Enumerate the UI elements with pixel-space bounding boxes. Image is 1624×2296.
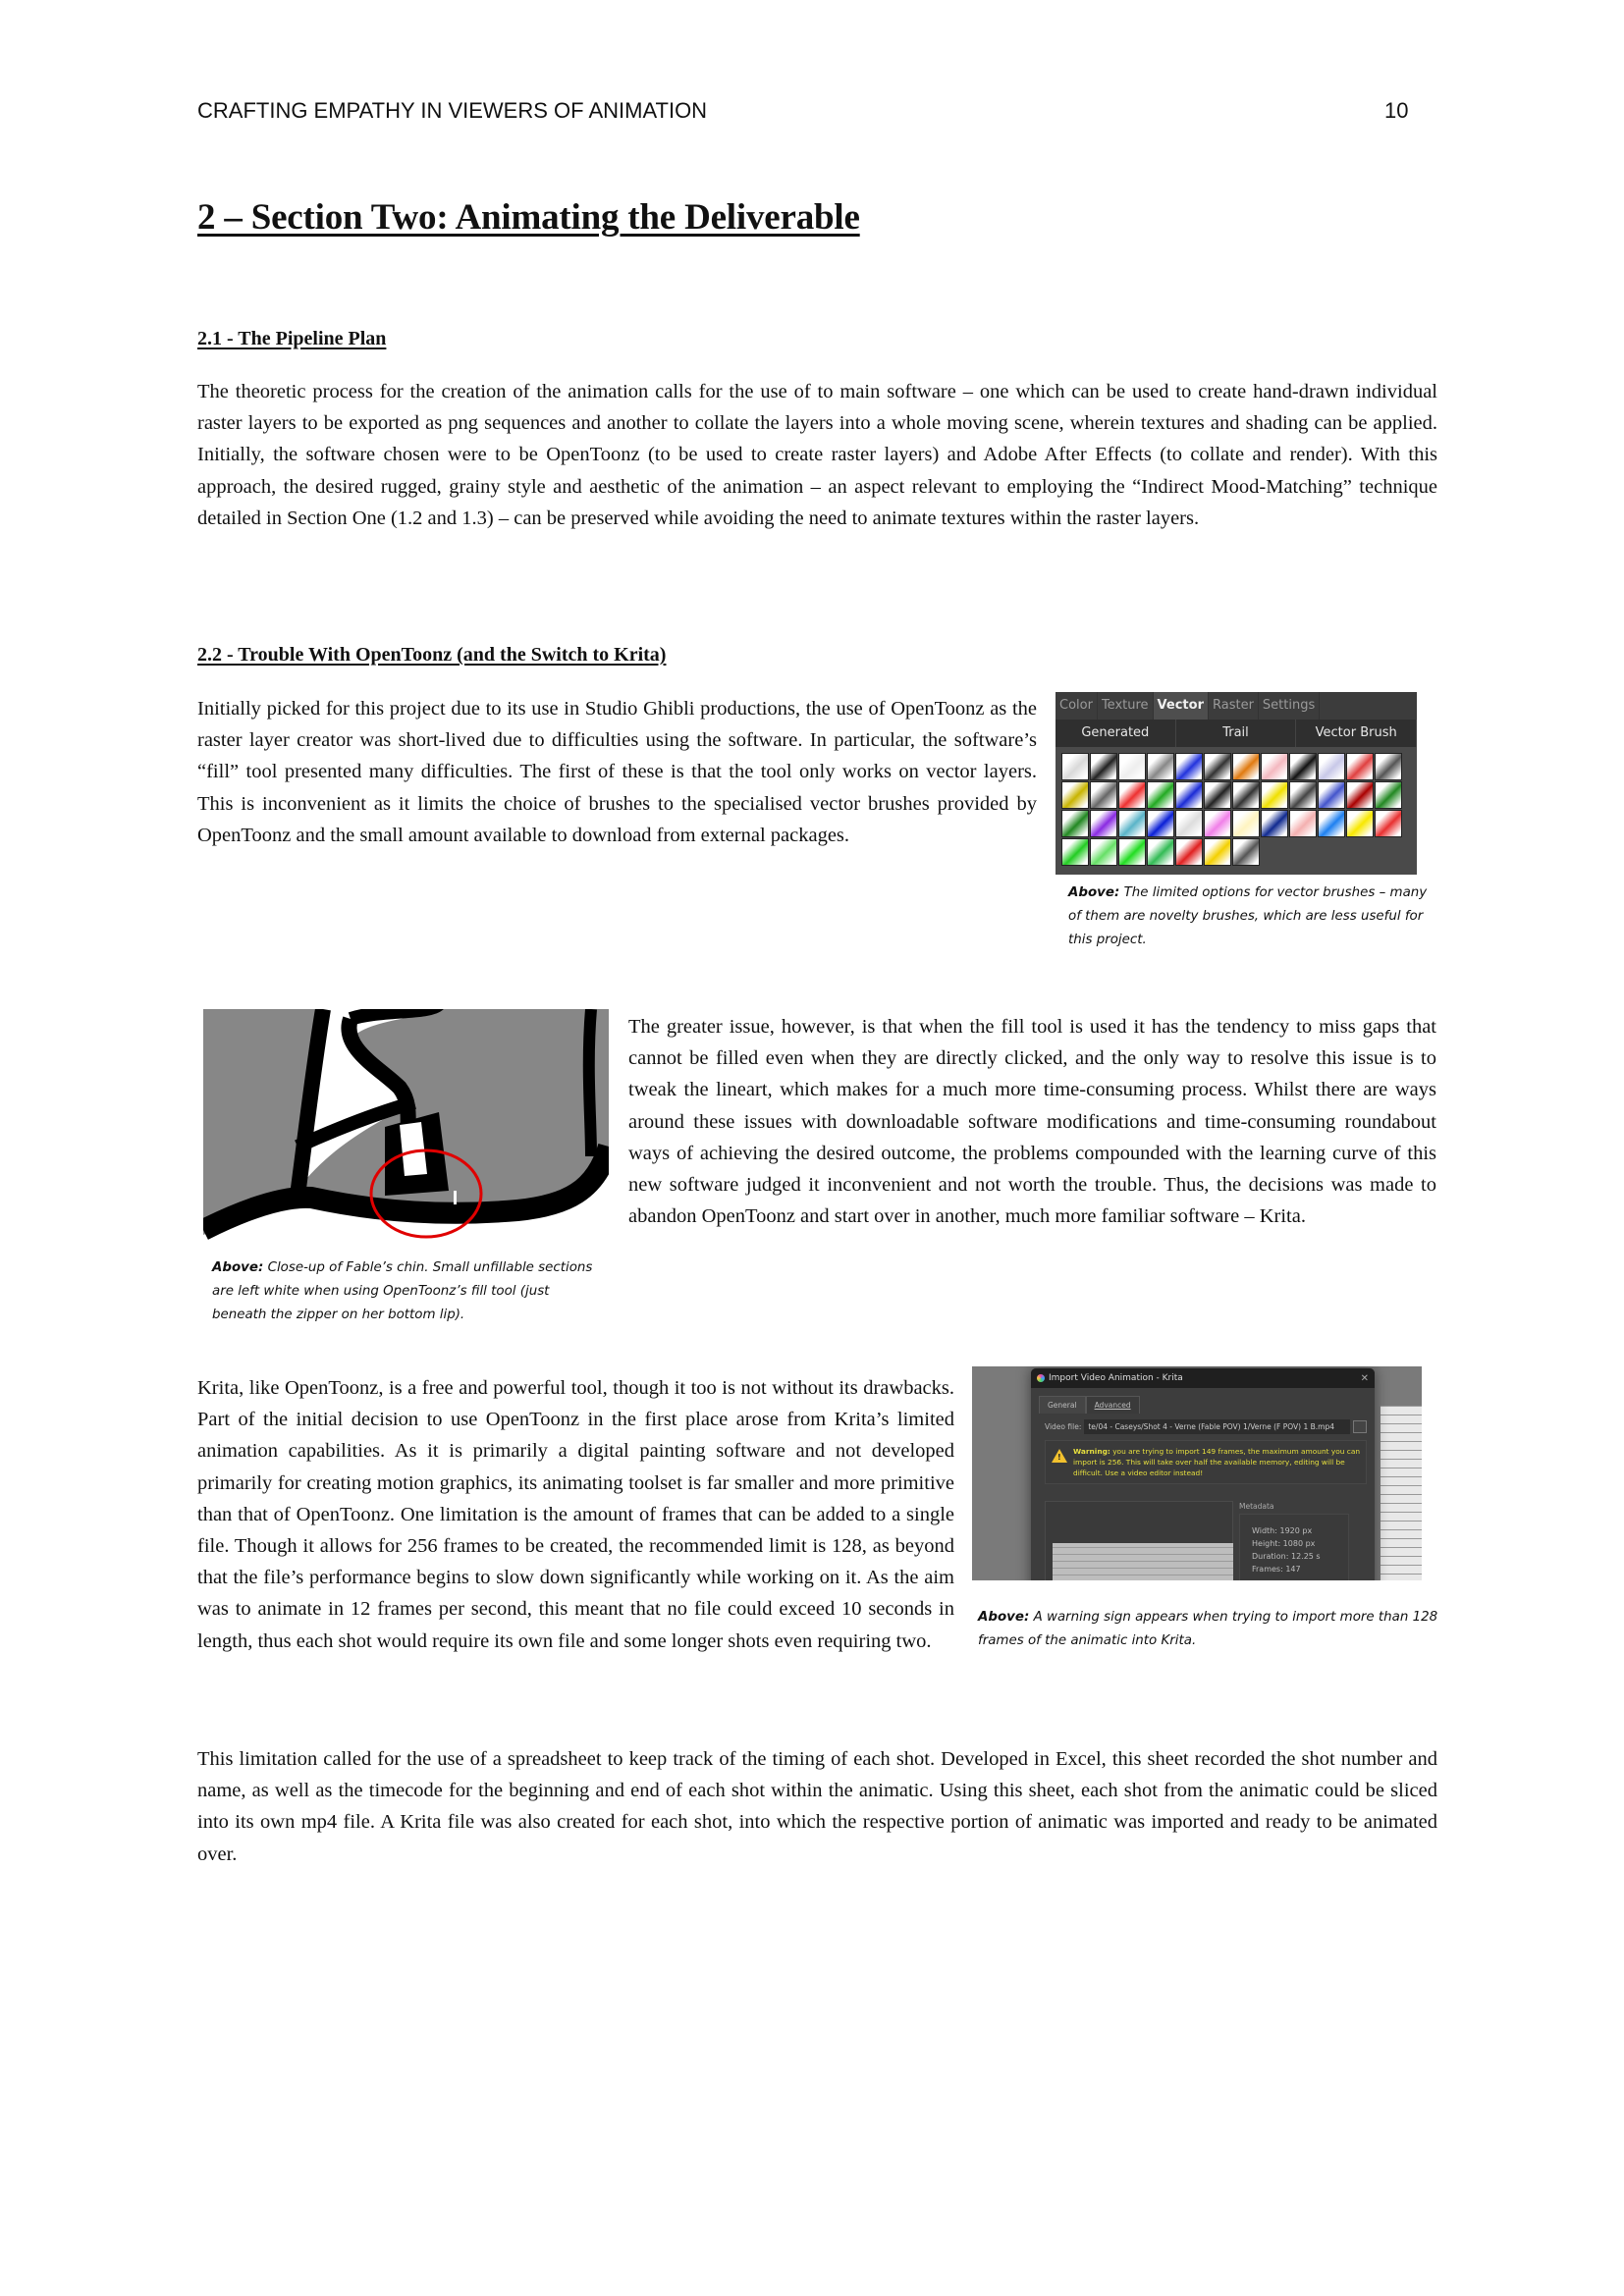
- dialog-title: Import Video Animation - Krita: [1049, 1373, 1183, 1383]
- dialog-titlebar: [1031, 1368, 1375, 1388]
- tab-vector: Vector: [1154, 692, 1209, 720]
- warning-text: you are trying to import 149 frames, the maximum amount you can import is 256. This will take over half the available memory, editing will be difficult. Use a video editor instead!: [1073, 1447, 1361, 1477]
- preview-frame: [1053, 1543, 1233, 1580]
- caption-lead: Above:: [212, 1260, 264, 1275]
- brush-subtabs: [1056, 720, 1417, 747]
- brush-swatch: [1232, 753, 1260, 780]
- brush-swatch: [1346, 781, 1374, 809]
- brush-swatch: [1118, 838, 1146, 866]
- metadata-height: Height: 1080 px: [1252, 1539, 1316, 1548]
- caption-text: A warning sign appears when trying to import more than 128 frames of the animatic into Krita.: [978, 1610, 1438, 1648]
- krita-paragraph: Krita, like OpenToonz, is a free and powerful tool, though it too is not without its drawbacks. Part of the initial decision to use OpenToonz in the first place arose from Krita’s limited animation capabilities. As it is primarily a digital painting software and not developed primarily for creating motion graphics, its animating toolset is far smaller and more primitive than that of OpenToonz. One limitation is the amount of frames that can be added to a single file. Though it allows for 256 frames to be created, the recommended limit is 128, as beyond that the file’s performance begins to slow down significantly while working on it. As the aim was to animate in 12 frames per second, this meant that no file could exceed 10 seconds in length, thus each shot would require its own file and some longer shots even requiring two.: [197, 1377, 954, 1652]
- brush-swatch: [1090, 753, 1117, 780]
- video-file-row: [1045, 1419, 1367, 1434]
- brush-swatch: [1061, 810, 1089, 837]
- brush-swatch: [1175, 781, 1203, 809]
- tab-settings: Settings: [1259, 692, 1320, 720]
- brush-swatch: [1204, 781, 1231, 809]
- brush-swatch: [1118, 810, 1146, 837]
- brush-swatch: [1289, 781, 1317, 809]
- brush-swatch: [1090, 781, 1117, 809]
- metadata-label: Metadata: [1239, 1502, 1274, 1511]
- krita-caption: [978, 1606, 1439, 1653]
- opentoonz-paragraph: Initially picked for this project due to its use in Studio Ghibli productions, the use of OpenToonz as the raster layer creator was short-lived due to difficulties using the software. In particular, the software’s “fill” tool presented many difficulties. The first of these is that the tool only works on vector layers. This is inconvenient as it limits the choice of brushes to the specialised vector brushes provided by OpenToonz and the small amount available to download from external packages.: [197, 698, 1037, 846]
- dialog-tabs: [1039, 1396, 1375, 1414]
- tab-raster: Raster: [1209, 692, 1259, 720]
- brush-swatch: [1175, 810, 1203, 837]
- warning-icon: !: [1052, 1449, 1067, 1463]
- brush-swatch: [1261, 810, 1288, 837]
- brush-swatch: [1232, 781, 1260, 809]
- brush-swatch: [1147, 810, 1174, 837]
- brush-swatch: [1204, 810, 1231, 837]
- subtab-trail: Trail: [1176, 720, 1297, 747]
- brush-swatch: [1204, 838, 1231, 866]
- brush-swatch: [1375, 781, 1402, 809]
- brush-swatch: [1118, 753, 1146, 780]
- brush-swatch: [1261, 753, 1288, 780]
- vector-brushes-screenshot: [1056, 692, 1417, 875]
- metadata-panel: [1239, 1514, 1349, 1580]
- brush-swatch: [1061, 781, 1089, 809]
- metadata-width: Width: 1920 px: [1252, 1526, 1313, 1535]
- brush-swatch: [1147, 753, 1174, 780]
- brush-swatch: [1061, 753, 1089, 780]
- video-file-field: te/04 - Caseys/Shot 4 - Verne (Fable POV) 1/Verne (F POV) 1 B.mp4: [1084, 1419, 1350, 1434]
- close-icon: ✕: [1360, 1372, 1369, 1384]
- caption-lead: Above:: [978, 1610, 1030, 1625]
- brush-swatch: [1232, 838, 1260, 866]
- background-artwork: [1380, 1406, 1422, 1580]
- brush-swatch: [1289, 753, 1317, 780]
- brush-swatch-grid: [1056, 747, 1417, 866]
- tab-texture: Texture: [1098, 692, 1154, 720]
- page-number: 10: [1384, 98, 1409, 123]
- brush-swatch: [1090, 838, 1117, 866]
- import-video-dialog: [1031, 1368, 1375, 1580]
- brush-swatch: [1318, 753, 1345, 780]
- fable-chin-closeup-image: [203, 1009, 609, 1242]
- chin-drawing: [203, 1009, 609, 1242]
- pipeline-paragraph: The theoretic process for the creation of the animation calls for the use of to main software – one which can be used to create hand-drawn individual raster layers to be exported as png sequences and another to collate the layers into a whole moving scene, wherein textures and shading can be applied. Initially, the software chosen were to be OpenToonz (to be used to create raster layers) and Adobe After Effects (to collate and render). With this approach, the desired rugged, grainy style and aesthetic of the animation – an aspect relevant to employing the “Indirect Mood-Matching” technique detailed in Section One (1.2 and 1.3) – can be preserved while avoiding the need to animate textures within the raster layers.: [197, 381, 1437, 529]
- warning-box: [1045, 1440, 1367, 1484]
- fill-tool-paragraph: The greater issue, however, is that when the fill tool is used it has the tendency to miss gaps that cannot be filled even when they are directly clicked, and the only way to resolve this issue is to tweak the lineart, which makes for a much more time-consuming process. Whilst there are ways around these issues with downloadable software modifications and time-consuming roundabout ways of achieving the desired outcome, the problems compounded with the learning curve of this new software judged it inconvenient and not worth the trouble. Thus, the decisions was made to abandon OpenToonz and start over in another, much more familiar software – Krita.: [628, 1016, 1436, 1228]
- tab-color: Color: [1056, 692, 1098, 720]
- running-title: CRAFTING EMPATHY IN VIEWERS OF ANIMATION: [197, 98, 708, 123]
- brush-swatch: [1318, 781, 1345, 809]
- krita-logo-icon: [1037, 1374, 1045, 1382]
- video-file-label: Video file:: [1045, 1422, 1082, 1431]
- metadata-duration: Duration: 12.25 s: [1252, 1552, 1321, 1561]
- spreadsheet-paragraph: This limitation called for the use of a spreadsheet to keep track of the timing of each shot. Developed in Excel, this sheet recorded the shot number and name, as well as the timecode for the beginning and end of each shot within the animatic. Using this sheet, each shot from the animatic could be sliced into its own mp4 file. A Krita file was also created for each shot, into which the respective portion of animatic was imported and ready to be animated over.: [197, 1748, 1437, 1865]
- tab-advanced: Advanced: [1086, 1396, 1140, 1414]
- brush-swatch: [1375, 810, 1402, 837]
- brush-swatch: [1346, 810, 1374, 837]
- section-title: 2 – Section Two: Animating the Deliverable: [197, 197, 860, 238]
- brush-swatch: [1147, 838, 1174, 866]
- brush-swatch: [1346, 753, 1374, 780]
- brush-swatch: [1090, 810, 1117, 837]
- brush-swatch: [1232, 810, 1260, 837]
- tab-general: General: [1039, 1396, 1086, 1414]
- brushes-caption: [1068, 881, 1441, 952]
- brush-swatch: [1118, 781, 1146, 809]
- metadata-frames: Frames: 147: [1252, 1565, 1301, 1574]
- folder-icon: [1353, 1420, 1367, 1433]
- brush-swatch: [1061, 838, 1089, 866]
- brush-swatch: [1261, 781, 1288, 809]
- caption-text: Close-up of Fable’s chin. Small unfillable sections are left white when using OpenToonz’s fill tool (just beneath the zipper on her bottom lip).: [212, 1260, 593, 1322]
- brush-swatch: [1147, 781, 1174, 809]
- brush-swatch: [1375, 753, 1402, 780]
- subtab-generated: Generated: [1056, 720, 1176, 747]
- caption-text: The limited options for vector brushes – many of them are novelty brushes, which are less useful for this project.: [1068, 885, 1428, 947]
- brush-swatch: [1204, 753, 1231, 780]
- warning-label: Warning:: [1073, 1447, 1110, 1456]
- brush-swatch: [1175, 838, 1203, 866]
- brush-swatch: [1318, 810, 1345, 837]
- video-preview: [1045, 1501, 1233, 1580]
- chin-caption: [212, 1256, 605, 1327]
- subtab-vector-brush: Vector Brush: [1296, 720, 1417, 747]
- brush-panel-tabs: [1056, 692, 1417, 720]
- brush-swatch: [1289, 810, 1317, 837]
- subsection-heading-2-2: 2.2 - Trouble With OpenToonz (and the Switch to Krita): [197, 644, 667, 666]
- subsection-heading-2-1: 2.1 - The Pipeline Plan: [197, 328, 387, 349]
- krita-import-dialog-screenshot: [972, 1366, 1422, 1580]
- caption-lead: Above:: [1068, 885, 1120, 900]
- brush-swatch: [1175, 753, 1203, 780]
